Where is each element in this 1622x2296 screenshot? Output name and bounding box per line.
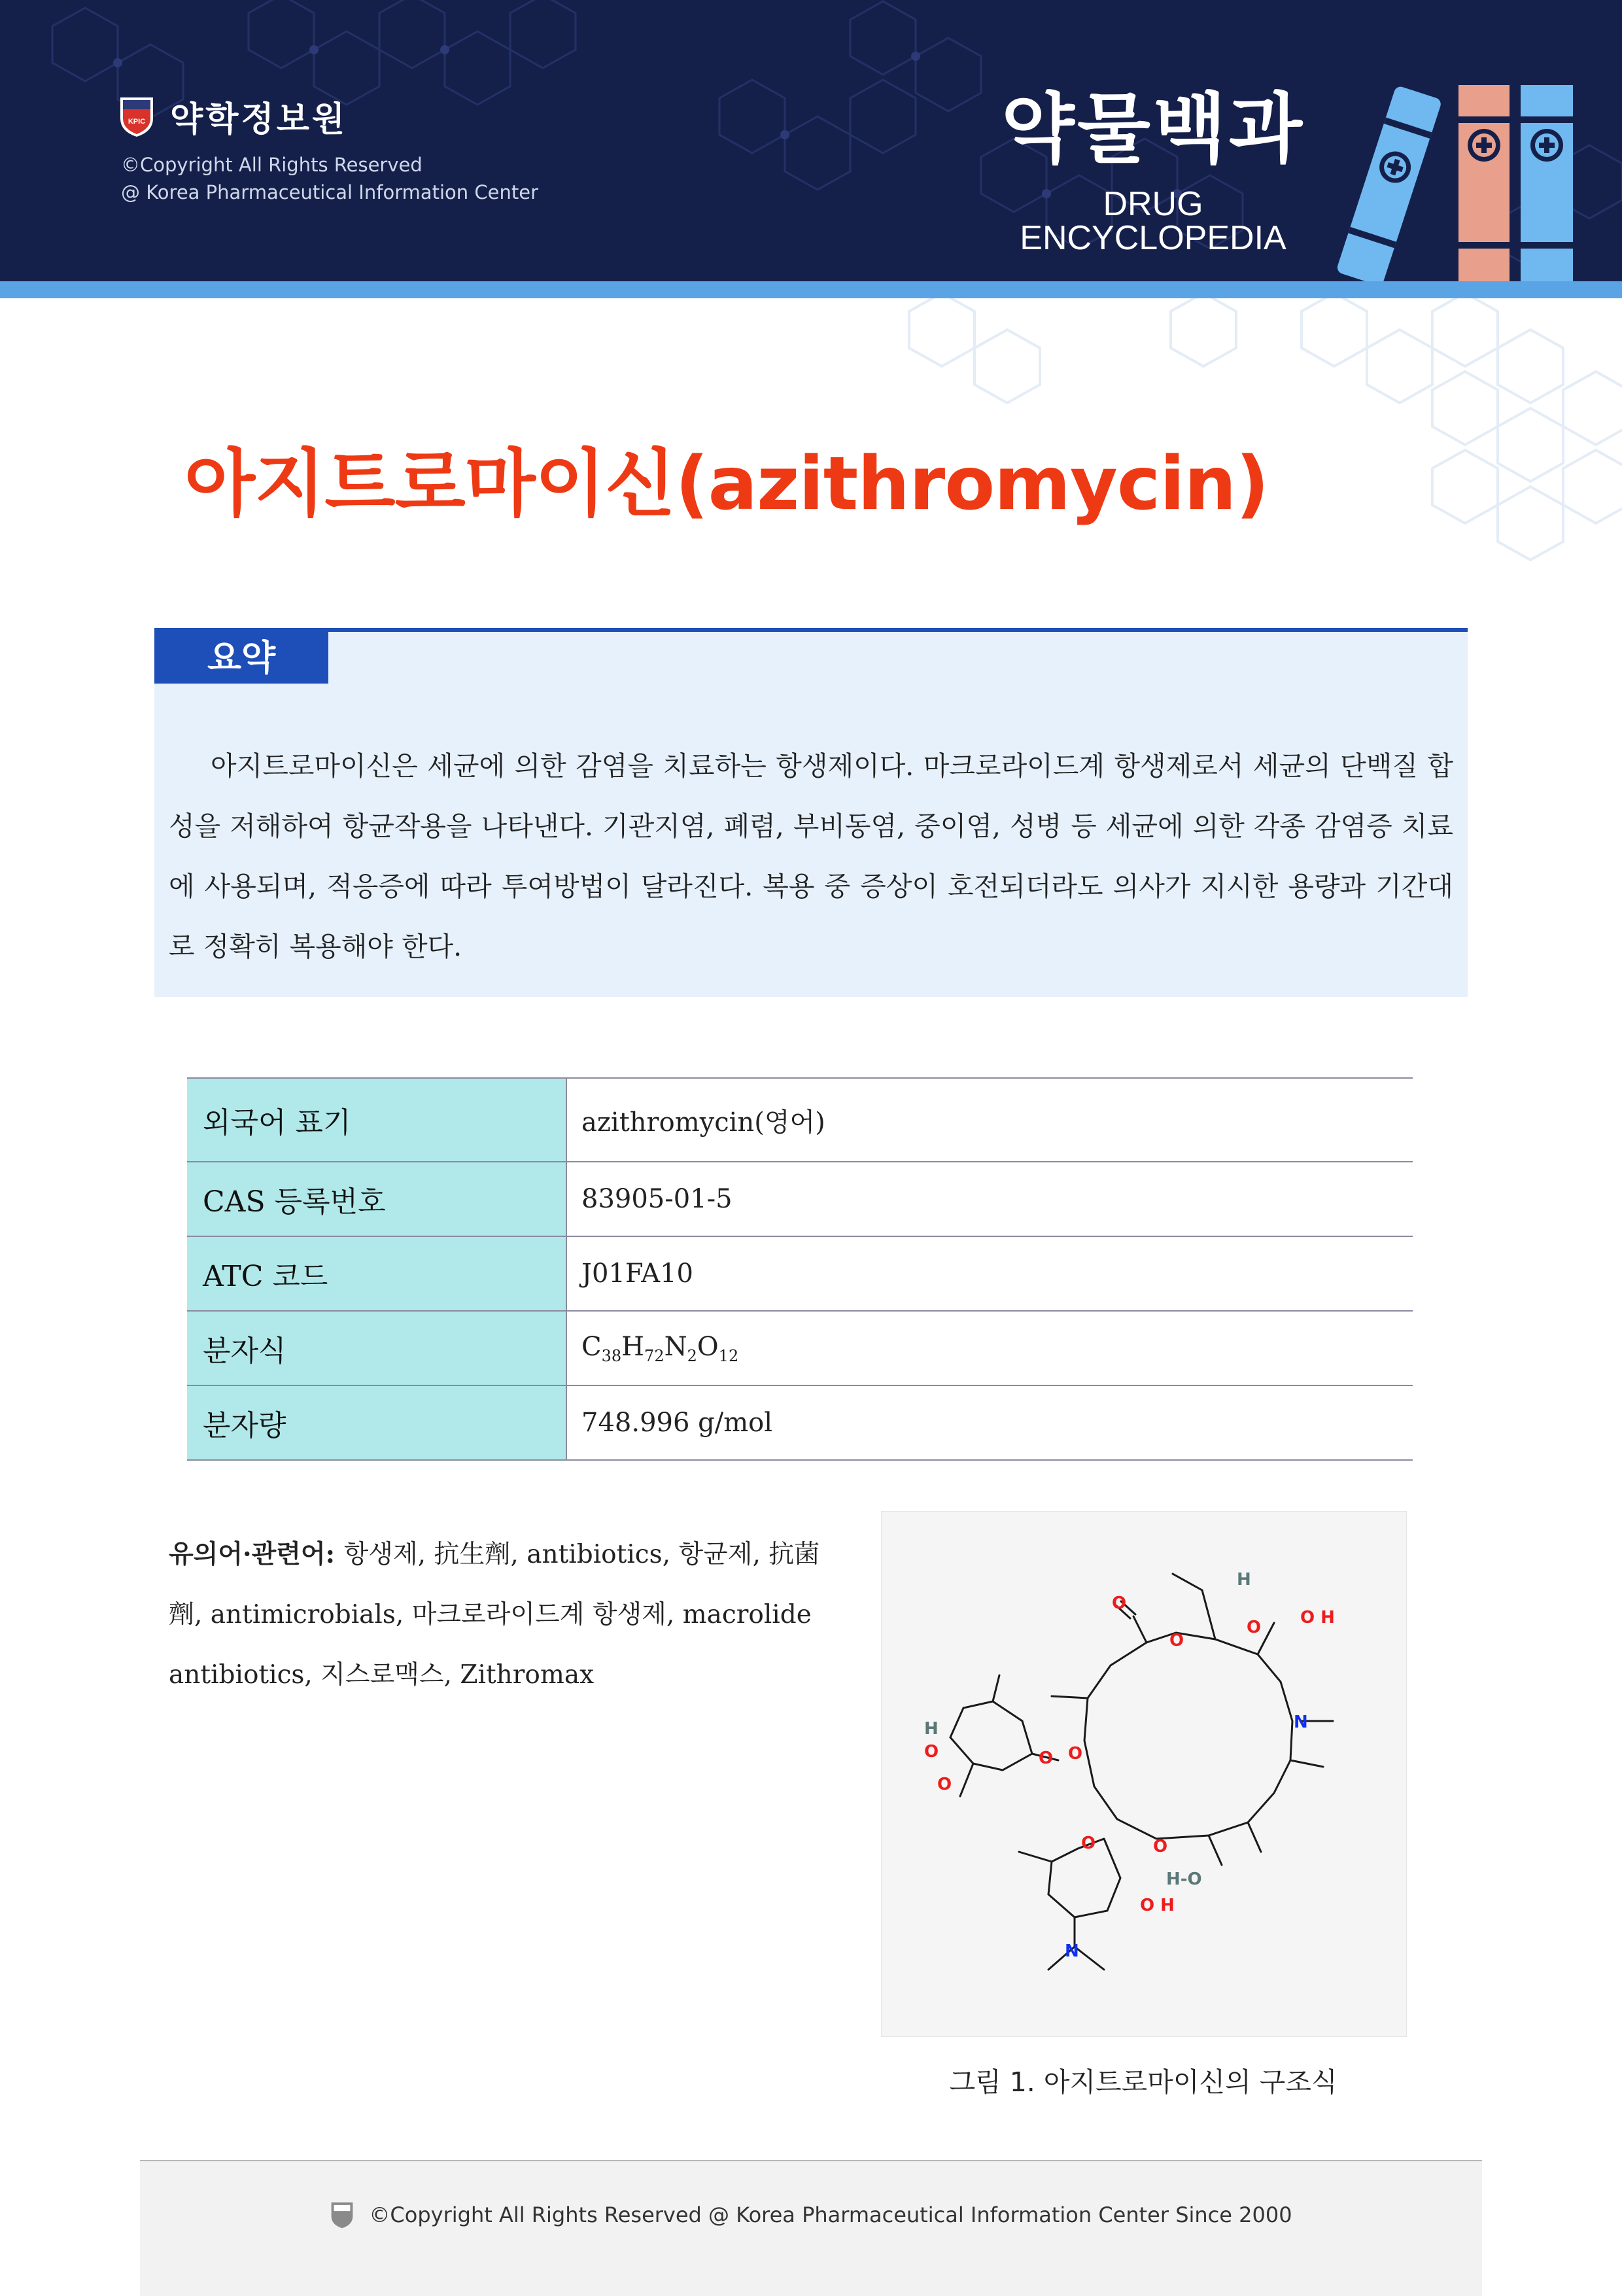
related-terms-list: 항생제, 抗生劑, antibiotics, 항균제, 抗菌劑, antimicrobials, 마크로라이드계 항생제, macrolide antibiotics, 지스로맥스, Zithromax [169,1540,820,1690]
atom-oxygen: O [1169,1631,1184,1650]
atom-hydrogen: H [924,1719,939,1739]
molecular-formula [566,1311,1413,1385]
formula-part: H [621,1331,645,1362]
formula-part: 38 [601,1346,622,1365]
atom-hydroxyl: O H [1140,1896,1175,1915]
atom-hydrogen: H [1237,1570,1251,1590]
row-value: 748.996 g/mol [566,1385,1413,1460]
atom-oxygen: O [937,1775,952,1794]
books-icon [1334,65,1622,281]
formula-part: 12 [718,1346,739,1365]
footer-copyright: ©Copyright All Rights Reserved @ Korea Pharmaceutical Information Center Since 2000 [369,2202,1292,2227]
header-stripe [0,281,1622,298]
atom-oxygen: O [1039,1748,1054,1768]
row-value: azithromycin(영어) [566,1078,1413,1162]
row-key: 외국어 표기 [187,1078,566,1162]
atom-oxygen: O [1081,1834,1096,1853]
atom-hydroxyl: O H [1300,1608,1335,1627]
encyclopedia-subtitle: DRUG ENCYCLOPEDIA [1020,185,1286,257]
row-key: 분자량 [187,1385,566,1460]
kpic-logo [118,92,347,141]
page-title: 아지트로마이신(azithromycin) [184,442,1269,527]
row-value: 83905-01-5 [566,1162,1413,1236]
formula-part: 2 [687,1346,697,1365]
structure-figure [881,1511,1407,2037]
encyclopedia-title: 약물백과 [1001,85,1305,173]
atom-oxygen: O [924,1742,939,1762]
azithromycin-structure-diagram [882,1512,1406,2036]
org-name: 약학정보원 [170,100,348,139]
atom-oxygen: O [1068,1744,1083,1764]
page-header [0,0,1622,281]
summary-tab: 요약 [154,632,328,684]
atom-oxygen: O [1112,1593,1127,1613]
atom-oxygen: O [1153,1837,1168,1856]
row-key: ATC 코드 [187,1236,566,1311]
atom-oxygen: O [1247,1618,1262,1637]
table-row [187,1236,1413,1311]
page-footer [140,2160,1482,2296]
formula-part: O [697,1331,719,1362]
formula-part: C [581,1331,602,1362]
header-copyright-line1: ©Copyright All Rights Reserved [121,154,423,176]
row-value: J01FA10 [566,1236,1413,1311]
atom-nitrogen: N [1065,1941,1079,1961]
related-terms [169,1524,823,1705]
kpic-shield-icon [118,95,156,138]
kpic-shield-icon [330,2200,354,2229]
related-terms-label: 유의어·관련어: [169,1539,344,1569]
summary-text: 아지트로마이신은 세균에 의한 감염을 치료하는 항생제이다. 마크로라이드계 항생제로서 세균의 단백질 합성을 저해하여 항균작용을 나타낸다. 기관지염, 폐렴, 부비동염, 중이염, 성병 등 세균에 의한 각종 감염증 치료에 사용되며, 적응증에 따라 투여방법이 달라진다. 복용 중 증상이 호전되더라도 의사가 지시한 용량과 기간대로 정확히 복용해야 한다. [169,750,1453,962]
formula-part: N [664,1331,687,1362]
atom-hydroxyl: H-O [1166,1870,1202,1889]
header-copyright-line2: @ Korea Pharmaceutical Information Center [121,181,538,203]
drug-info-table [187,1077,1413,1461]
atom-nitrogen: N [1294,1713,1308,1732]
logo-badge-text: KPIC [128,117,146,126]
row-key: CAS 등록번호 [187,1162,566,1236]
table-row [187,1311,1413,1385]
table-row [187,1078,1413,1162]
formula-part: 72 [644,1346,664,1365]
row-key: 분자식 [187,1311,566,1385]
figure-caption: 그림 1. 아지트로마이신의 구조식 [949,2066,1337,2098]
table-row [187,1385,1413,1460]
table-row [187,1162,1413,1236]
